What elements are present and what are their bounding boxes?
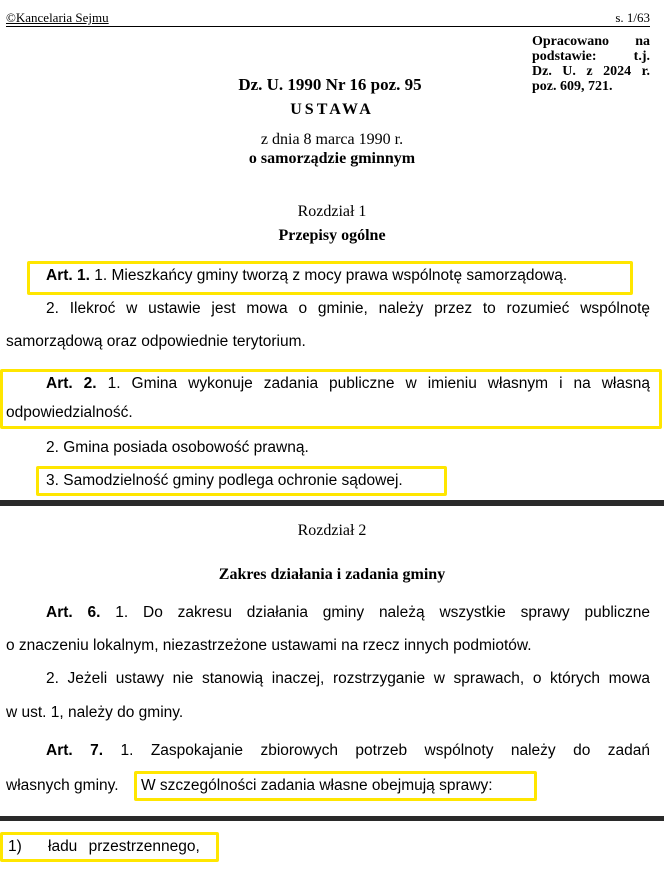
art-7-paragraph-1-line-2b: W szczególności zadania własne obejmują sprawy:	[141, 777, 493, 794]
art-1-paragraph-2-line-2: samorządową oraz odpowiednie terytorium.	[6, 333, 306, 350]
source-note-word: na	[635, 34, 650, 49]
chapter-1-heading: Przepisy ogólne	[278, 227, 386, 244]
art-7-paragraph-1-line-1	[46, 742, 650, 760]
source-note-word: podstawie:	[532, 49, 597, 64]
journal-reference-text: Dz. U. 1990 Nr 16 poz. 95	[238, 75, 422, 94]
art-2-label: Art. 2.	[46, 375, 97, 392]
art-6-label: Art. 6.	[46, 604, 101, 621]
art-1-text: 1. Mieszkańcy gminy tworzą z mocy prawa wspólnotę samorządową.	[94, 267, 568, 284]
source-note-line: Dz. U. z 2024 r.	[532, 64, 650, 79]
art-2-text: 1. Gmina wykonuje zadania publiczne w imieniu własnym i na własną	[107, 375, 650, 392]
art-2-paragraph-1-line-2: odpowiedzialność.	[6, 404, 133, 421]
copyright-label: ©Kancelaria Sejmu	[6, 10, 109, 25]
art-2-paragraph-3: 3. Samodzielność gminy podlega ochronie sądowej.	[46, 472, 403, 489]
art-1-paragraph-2-line-1: 2. Ilekroć w ustawie jest mowa o gminie, należy przez to rozumieć wspólnotę	[46, 300, 650, 317]
art-6-paragraph-2-line-2: w ust. 1, należy do gminy.	[6, 704, 184, 721]
source-note-word: Opracowano	[532, 34, 609, 49]
source-note-line: poz. 609, 721.	[532, 79, 613, 94]
art-7-list-item-1-number: 1)	[8, 838, 22, 855]
act-type: USTAWA	[290, 101, 374, 118]
act-date: z dnia 8 marca 1990 r.	[260, 131, 404, 148]
page-separator	[0, 816, 664, 821]
art-6-paragraph-2-line-1: 2. Jeżeli ustawy nie stanowią inaczej, rozstrzyganie w sprawach, o których mowa	[46, 670, 650, 687]
art-7-label: Art. 7.	[46, 742, 104, 759]
chapter-2-heading: Zakres działania i zadania gminy	[218, 566, 446, 583]
art-2-paragraph-2: 2. Gmina posiada osobowość prawną.	[46, 439, 309, 456]
chapter-1-label: Rozdział 1	[297, 203, 367, 220]
chapter-2-label: Rozdział 2	[297, 522, 367, 539]
art-7-text: 1. Zaspokajanie zbiorowych potrzeb wspólnoty należy do zadań	[120, 742, 650, 759]
art-1-paragraph-1	[46, 267, 567, 285]
journal-reference	[0, 75, 664, 95]
source-note-word: t.j.	[633, 49, 650, 64]
page-number: s. 1/63	[615, 10, 650, 25]
art-1-label: Art. 1.	[46, 267, 90, 284]
act-subject: o samorządzie gminnym	[248, 150, 416, 167]
art-6-paragraph-1-line-1	[46, 604, 650, 622]
art-6-text: 1. Do zakresu działania gminy należą wszystkie sprawy publiczne	[115, 604, 650, 621]
art-7-paragraph-1-line-2a: własnych gminy.	[6, 777, 119, 794]
page-separator	[0, 500, 664, 506]
art-6-paragraph-1-line-2: o znaczeniu lokalnym, niezastrzeżone ustawami na rzecz innych podmiotów.	[6, 637, 532, 654]
art-7-list-item-1-text: ładu przestrzennego,	[48, 838, 200, 855]
art-2-paragraph-1-line-1	[46, 375, 650, 393]
header-rule	[6, 26, 650, 27]
